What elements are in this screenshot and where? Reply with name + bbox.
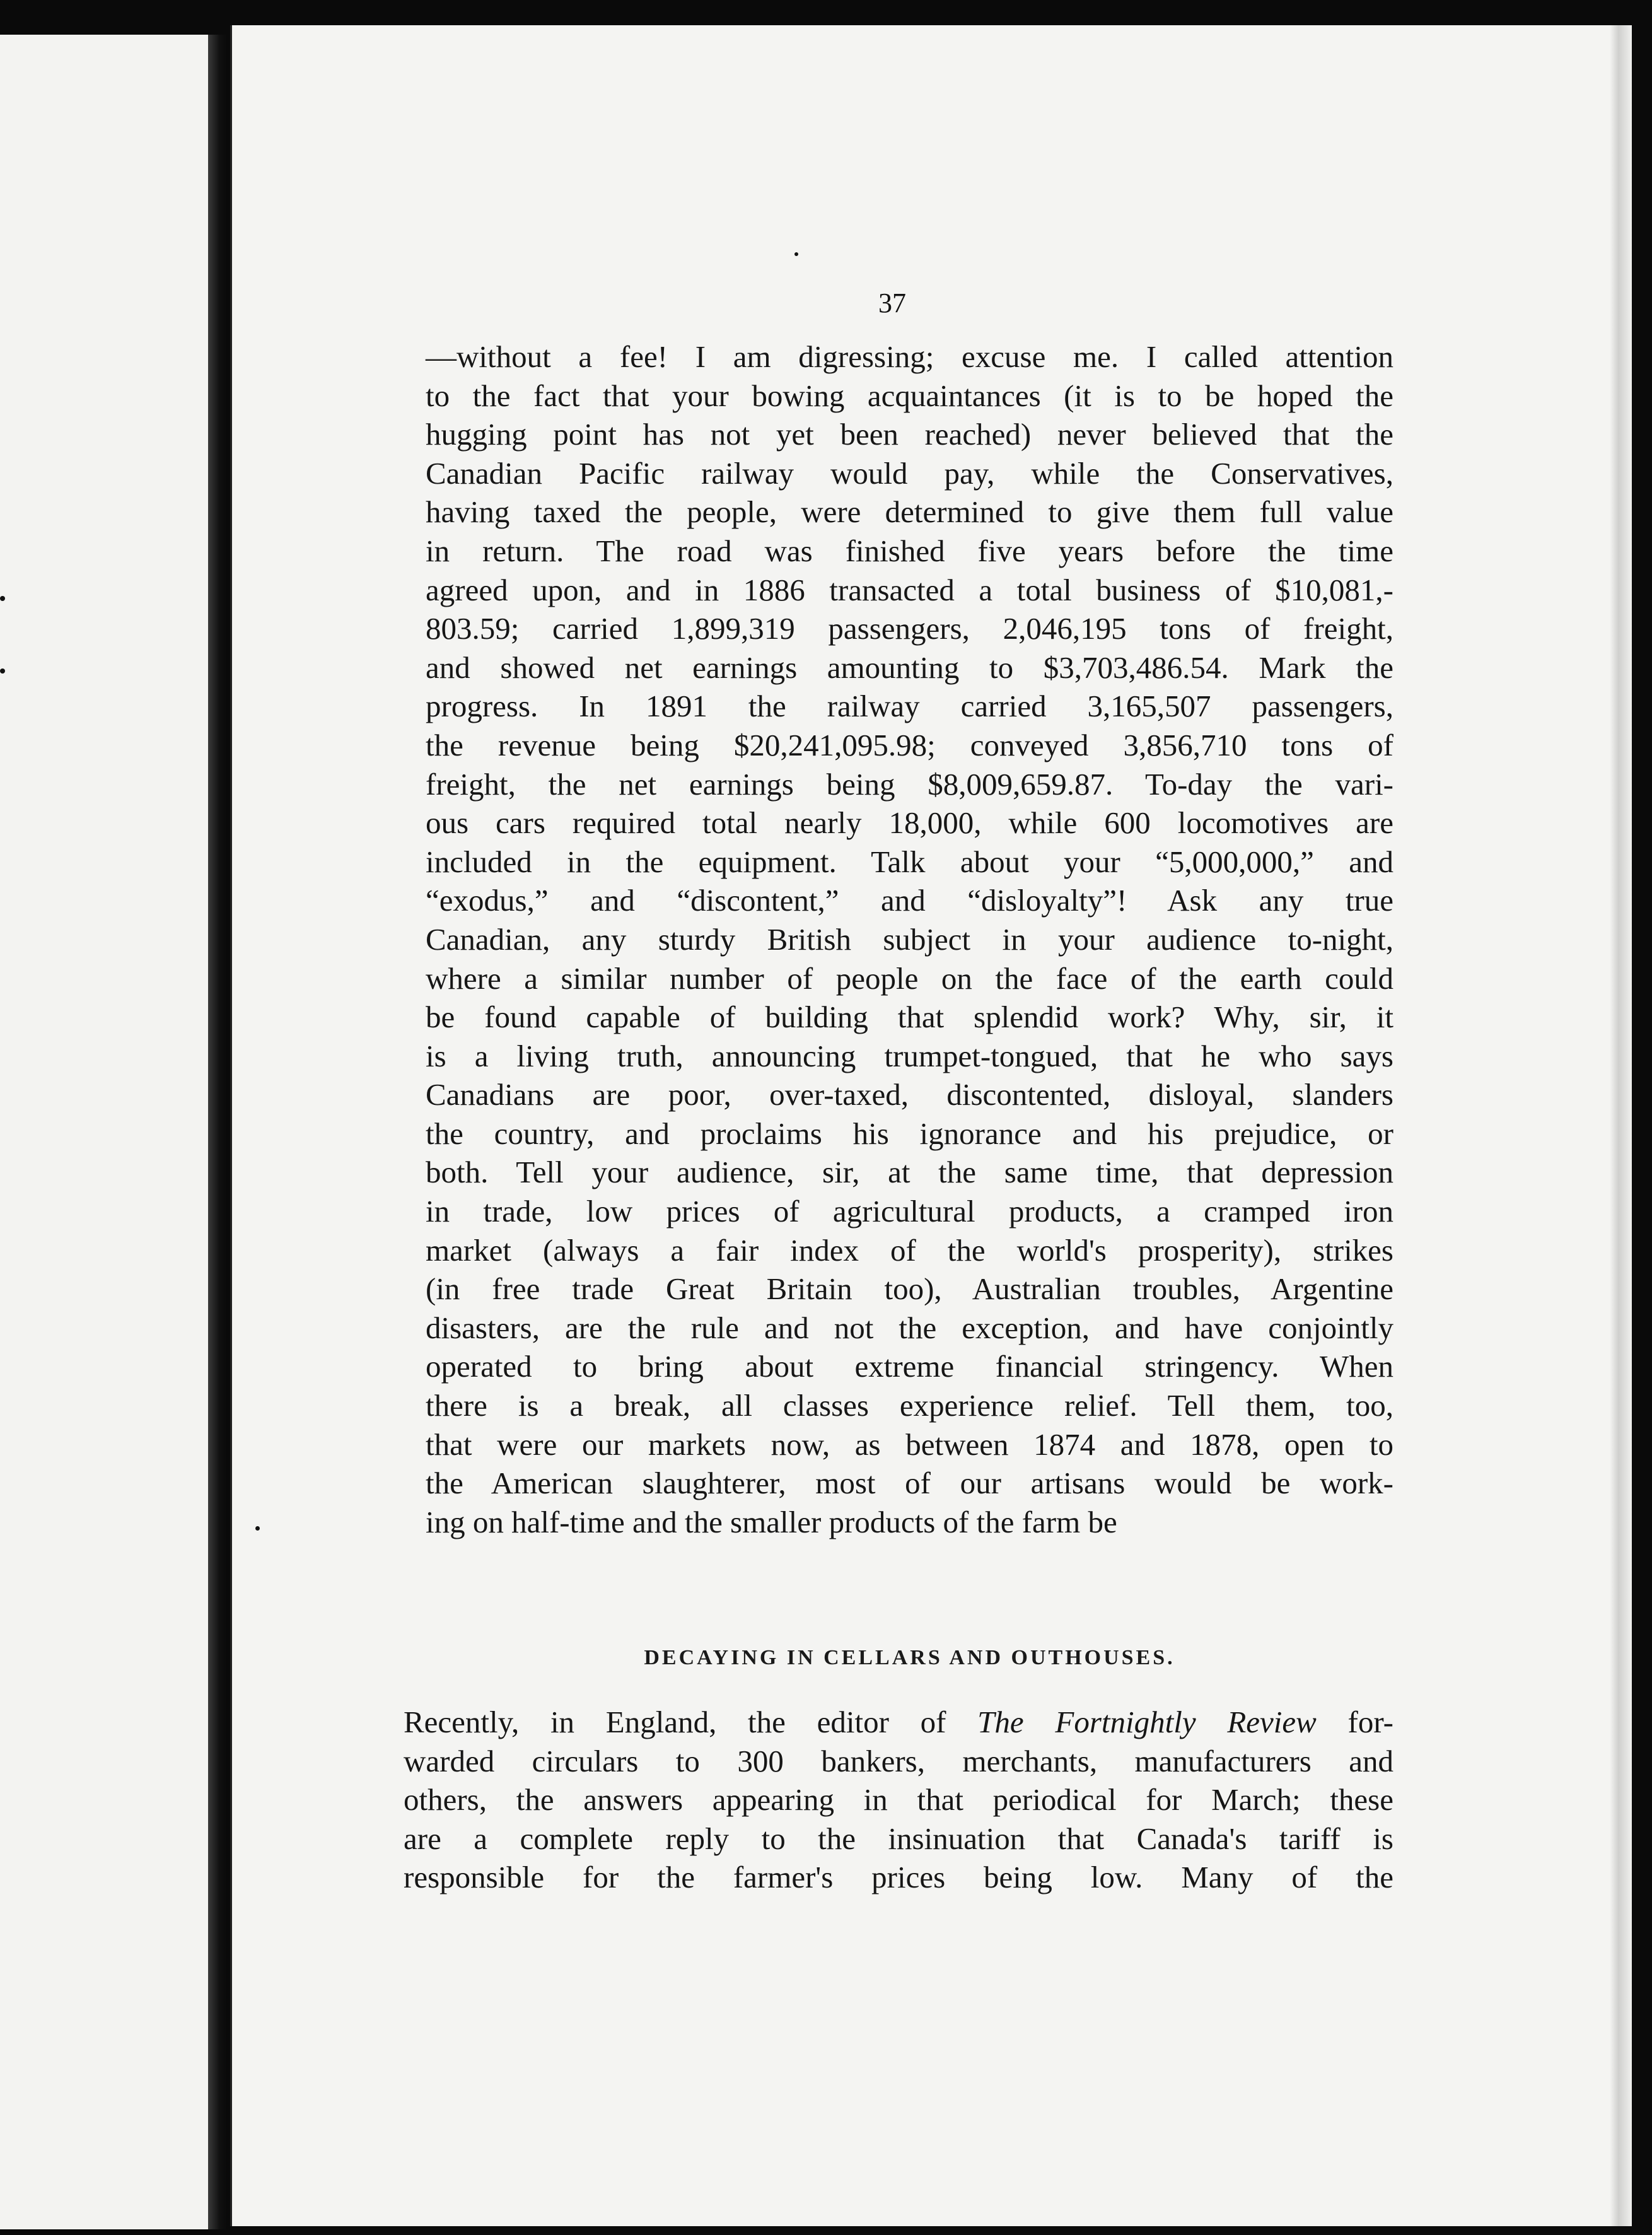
text-line: Canadian Pacific railway would pay, while the Conservatives,: [426, 455, 1393, 491]
text-line: market (always a fair index of the world's prosperity), strikes: [426, 1232, 1393, 1268]
text-line: to the fact that your bowing acquaintances (it is to be hoped the: [426, 378, 1393, 413]
text-line: having taxed the people, were determined to give them full value: [426, 494, 1393, 530]
page-edge: [1610, 25, 1632, 2226]
facing-page-edge: [0, 35, 208, 2229]
text-line: progress. In 1891 the railway carried 3,165,507 passengers,: [426, 689, 1393, 724]
text-line: warded circulars to 300 bankers, merchants, manufacturers and: [404, 1743, 1393, 1778]
text-line: the American slaughterer, most of our artisans would be work-: [426, 1466, 1393, 1501]
margin-mark: [255, 1526, 260, 1531]
text-line: disasters, are the rule and not the exception, and have conjointly: [426, 1310, 1393, 1345]
text-line: “exodus,” and “discontent,” and “disloyalty”! Ask any true: [426, 883, 1393, 918]
section-heading: DECAYING IN CELLARS AND OUTHOUSES.: [644, 1646, 1175, 1669]
text-line: operated to bring about extreme financial stringency. When: [426, 1349, 1393, 1384]
page-number: 37: [878, 288, 906, 318]
text-line: ing on half-time and the smaller products of the farm be: [426, 1504, 1117, 1539]
text-line: is a living truth, announcing trumpet-tongued, that he who says: [426, 1038, 1393, 1073]
text-line: in trade, low prices of agricultural products, a cramped iron: [426, 1194, 1393, 1229]
text-line: (in free trade Great Britain too), Australian troubles, Argentine: [426, 1271, 1393, 1307]
margin-mark: [0, 668, 5, 674]
text-line: responsible for the farmer's prices being low. Many of the: [404, 1860, 1393, 1895]
margin-mark: [794, 252, 798, 256]
text-line: that were our markets now, as between 1874 and 1878, open to: [426, 1427, 1393, 1462]
text-line: where a similar number of people on the face of the earth could: [426, 960, 1393, 996]
publication-title: The Fortnightly Review: [977, 1705, 1317, 1739]
text-line: included in the equipment. Talk about your “5,000,000,” and: [426, 844, 1393, 879]
text-line: in return. The road was finished five years before the time: [426, 533, 1393, 568]
text-line: are a complete reply to the insinuation that Canada's tariff is: [404, 1821, 1393, 1856]
text-line: freight, the net earnings being $8,009,659.87. To-day the vari-: [426, 766, 1393, 802]
text-line: others, the answers appearing in that periodical for March; these: [404, 1782, 1393, 1818]
text-line: both. Tell your audience, sir, at the same time, that depression: [426, 1155, 1393, 1190]
book-gutter: [208, 35, 227, 2229]
text-line: and showed net earnings amounting to $3,703,486.54. Mark the: [426, 650, 1393, 685]
text-line: Canadian, any sturdy British subject in your audience to-night,: [426, 921, 1393, 957]
text-line: —without a fee! I am digressing; excuse me. I called attention: [426, 339, 1393, 374]
text-line: 803.59; carried 1,899,319 passengers, 2,046,195 tons of freight,: [426, 611, 1393, 646]
text-run: Recently, in England, the editor of: [404, 1705, 978, 1739]
text-line: hugging point has not yet been reached) never believed that the: [426, 417, 1393, 452]
text-run: for-: [1316, 1705, 1393, 1739]
text-line: the revenue being $20,241,095.98; conveyed 3,856,710 tons of: [426, 727, 1393, 762]
text-line: there is a break, all classes experience relief. Tell them, too,: [426, 1388, 1393, 1423]
margin-mark: [0, 596, 5, 601]
text-line: the country, and proclaims his ignorance and his prejudice, or: [426, 1116, 1393, 1151]
text-line: Canadians are poor, over-taxed, discontented, disloyal, slanders: [426, 1077, 1393, 1112]
body-paragraph: [426, 337, 1393, 1541]
text-line: agreed upon, and in 1886 transacted a total business of $10,081,-: [426, 572, 1393, 607]
text-line: ous cars required total nearly 18,000, while 600 locomotives are: [426, 805, 1393, 841]
text-line: [404, 1703, 1393, 1742]
text-line: be found capable of building that splendid work? Why, sir, it: [426, 1000, 1393, 1035]
body-paragraph: [404, 1703, 1393, 1897]
